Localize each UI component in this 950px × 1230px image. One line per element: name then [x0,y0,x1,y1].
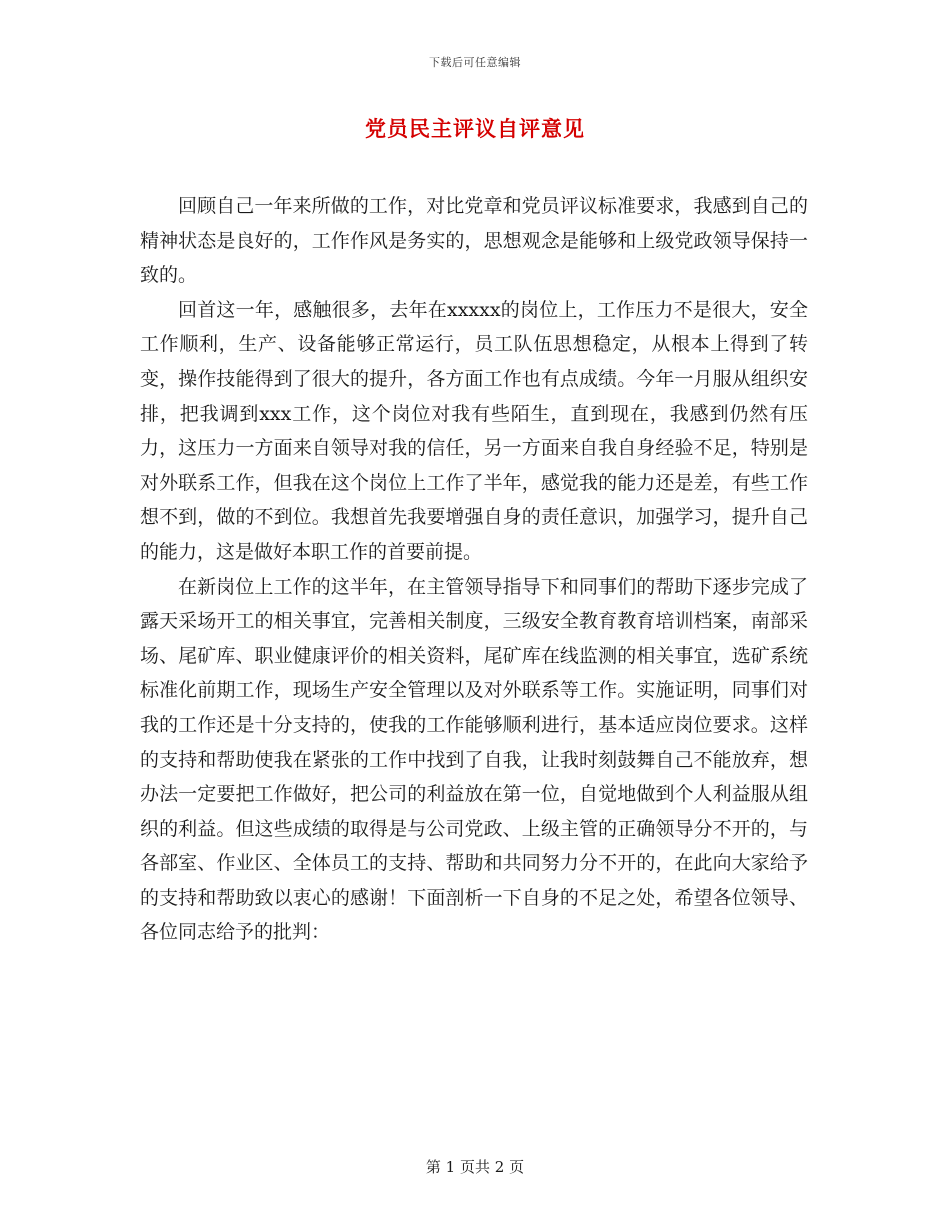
page-header-note: 下载后可任意编辑 [429,56,521,69]
document-title: 党员民主评议自评意见 [365,116,585,141]
paragraph-2: 回首这一年，感触很多，去年在xxxxx的岗位上，工作压力不是很大，安全工作顺利，生产、设备能够正常运行，员工队伍思想稳定，从根本上得到了转变，操作技能得到了很大的提升，各方面工作也有点成绩。今年一月服从组织安排，把我调到xxx工作，这个岗位对我有些陌生，直到现在，我感到仍然有压力，这压力一方面来自领导对我的信任，另一方面来自我自身经验不足，特别是对外联系工作，但我在这个岗位上工作了半年，感觉我的能力还是差，有些工作想不到，做的不到位。我想首先我要增强自身的责任意识，加强学习，提升自己的能力，这是做好本职工作的首要前提。 [140,298,808,563]
paragraph-3: 在新岗位上工作的这半年，在主管领导指导下和同事们的帮助下逐步完成了露天采场开工的相关事宜，完善相关制度，三级安全教育教育培训档案，南部采场、尾矿库、职业健康评价的相关资料，尾矿库在线监测的相关事宜，选矿系统标准化前期工作，现场生产安全管理以及对外联系等工作。实施证明，同事们对我的工作还是十分支持的，使我的工作能够顺利进行，基本适应岗位要求。这样的支持和帮助使我在紧张的工作中找到了自我，让我时刻鼓舞自己不能放弃，想办法一定要把工作做好，把公司的利益放在第一位，自觉地做到个人利益服从组织的利益。但这些成绩的取得是与公司党政、上级主管的正确领导分不开的，与各部室、作业区、全体员工的支持、帮助和共同努力分不开的，在此向大家给予的支持和帮助致以衷心的感谢！下面剖析一下自身的不足之处，希望各位领导、各位同志给予的批判： [140,575,808,944]
paragraph-1: 回顾自己一年来所做的工作，对比党章和党员评议标准要求，我感到自己的精神状态是良好的，工作作风是务实的，思想观念是能够和上级党政领导保持一致的。 [140,195,808,287]
page-number-footer: 第 1 页共 2 页 [425,1158,525,1176]
document-body [140,189,808,950]
